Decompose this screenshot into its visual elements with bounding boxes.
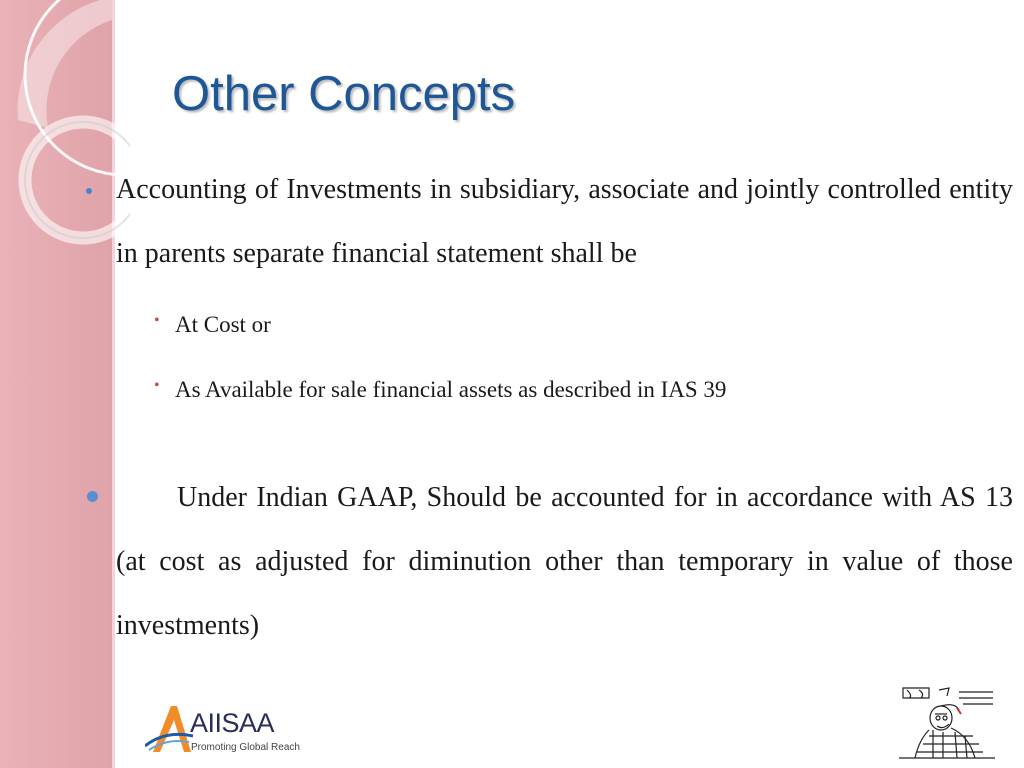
sub-point-2: As Available for sale financial assets as described in IAS 39 (175, 377, 727, 402)
bullet-2 (87, 491, 98, 502)
sub-point-1: At Cost or (175, 312, 271, 337)
bullet-1 (86, 188, 92, 194)
circle-decoration (0, 0, 130, 260)
sub-bullet-2: • (154, 377, 160, 394)
cartoon-man-icon (899, 684, 995, 760)
point-1-text: Accounting of Investments in subsidiary, associate and jointly controlled entity in parents separate financial statement shall be (116, 174, 1013, 269)
sub-bullet-1: • (154, 312, 160, 329)
slide-title: Other Concepts (172, 67, 516, 121)
logo-name: AIISAA (190, 708, 275, 738)
point-2-text: Under Indian GAAP, Should be accounted for in accordance with AS 13 (at cost as adjusted for diminution other than temporary in value of those investments) (116, 482, 1013, 641)
logo-tagline: Promoting Global Reach (191, 742, 300, 753)
